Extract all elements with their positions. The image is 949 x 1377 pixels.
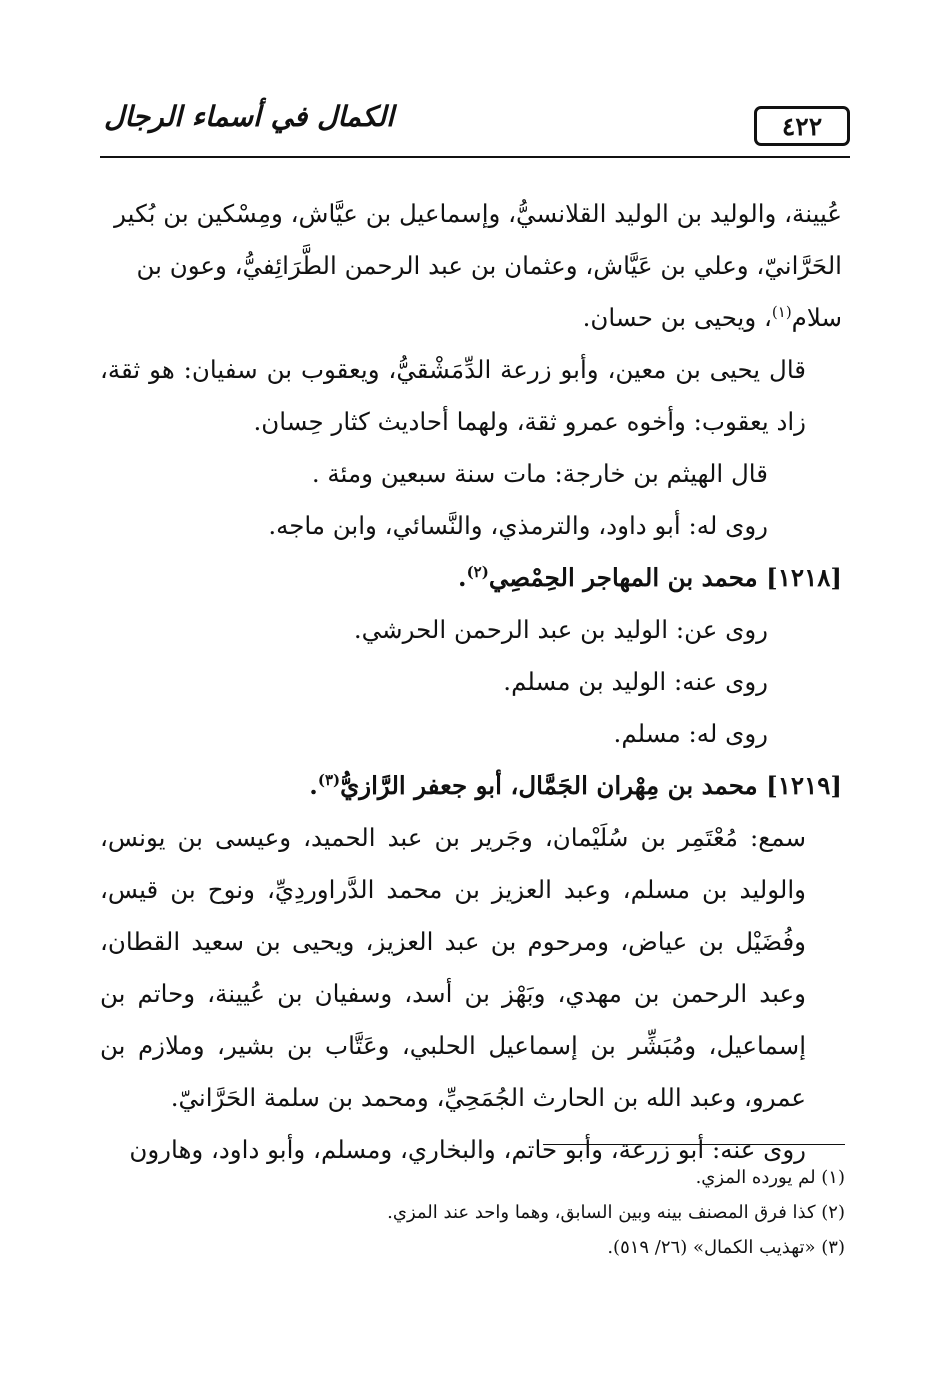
paragraph-death-date: قال الهيثم بن خارجة: مات سنة سبعين ومئة .: [311, 459, 768, 488]
entry-heading-1219: [١٢١٩] محمد بن مِهْران الجَمَّال، أبو جعفر الرَّازيُّ$^{(٣)}$.: [309, 770, 842, 800]
entry-1218-narrated-for: روى له: مسلم.: [613, 719, 768, 748]
page-header: [100, 92, 850, 154]
running-title: الكمال في أسماء الرجال: [104, 100, 394, 133]
paragraph-narrators-line3: [100, 292, 842, 344]
footnote-3: (٣) «تهذيب الكمال» (٢٦/ ٥١٩).: [607, 1237, 845, 1258]
paragraph-narrators-line1: عُيينة، والوليد بن الوليد القلانسيُّ، وإسماعيل بن عيَّاش، ومِسْكين بن بُكير: [114, 199, 842, 228]
entry-title: [١٢١٨] محمد بن المهاجر الحِمْصِي: [488, 563, 842, 592]
footnote-divider: [543, 1144, 845, 1145]
footnote-ref-1: (١): [771, 302, 792, 321]
entry-1218-narrated-from: روى عن: الوليد بن عبد الرحمن الحرشي.: [353, 615, 768, 644]
entry-1218-narrated-by: روى عنه: الوليد بن مسلم.: [503, 667, 768, 696]
main-text: [100, 188, 842, 1176]
footnote-1: (١) لم يورده المزي.: [695, 1167, 845, 1188]
footnote-ref-2: (٢): [466, 562, 489, 581]
entry-title: [١٢١٩] محمد بن مِهْران الجَمَّال، أبو جعفر الرَّازيُّ: [340, 771, 842, 800]
paragraph-grading: قال يحيى بن معين، وأبو زرعة الدِّمَشْقيُّ، ويعقوب بن سفيان: هو ثقة، زاد يعقوب: وأخوه عمرو ثقة، ولهما أحاديث كثار حِسان.: [100, 355, 806, 436]
footnote-ref-3: (٣): [317, 770, 341, 789]
narrator-tail: ، ويحيى بن حسان.: [582, 303, 772, 332]
footnotes: [145, 1160, 845, 1265]
narrator-name: سلام: [791, 303, 842, 332]
footnote-2: (٢) كذا فرق المصنف بينه وبين السابق، وهما واحد عند المزي.: [387, 1202, 845, 1223]
paragraph-narrated-by: روى له: أبو داود، والترمذي، والنَّسائي، وابن ماجه.: [268, 511, 768, 540]
paragraph-narrators-line2: الحَرَّانيّ، وعلي بن عَيَّاش، وعثمان بن عبد الرحمن الطَّرَائِفيُّ، وعون بن: [136, 251, 842, 280]
entry-1219-narrated-by: روى عنه: أبو زرعة، وأبو حاتم، والبخاري، ومسلم، وأبو داود، وهارون: [129, 1135, 806, 1164]
entry-1219-heard-from: سمع: مُعْتَمِر بن سُلَيْمان، وجَرير بن عبد الحميد، وعيسى بن يونس، والوليد بن مسلم، وعبد العزيز بن محمد الدَّراوردِيِّ، ونوح بن قيس، وفُضَيْل بن عياض، ومرحوم بن عبد العزيز، ويحيى بن سعيد القطان، وعبد الرحمن بن مهدي، وبَهْز بن أسد، وسفيان بن عُيينة، وحاتم بن إسماعيل، ومُبَشِّر بن إسماعيل الحلبي، وعَتَّاب بن بشير، وملازم بن عمرو، وعبد الله بن الحارث الجُمَحِيِّ، ومحمد بن سلمة الحَرَّانيّ.: [100, 823, 806, 1112]
header-divider: [100, 156, 850, 158]
page-number-box: ٤٢٢: [754, 106, 850, 146]
entry-heading-1218: [١٢١٨] محمد بن المهاجر الحِمْصِي$^{(٢)}$.: [458, 562, 842, 592]
